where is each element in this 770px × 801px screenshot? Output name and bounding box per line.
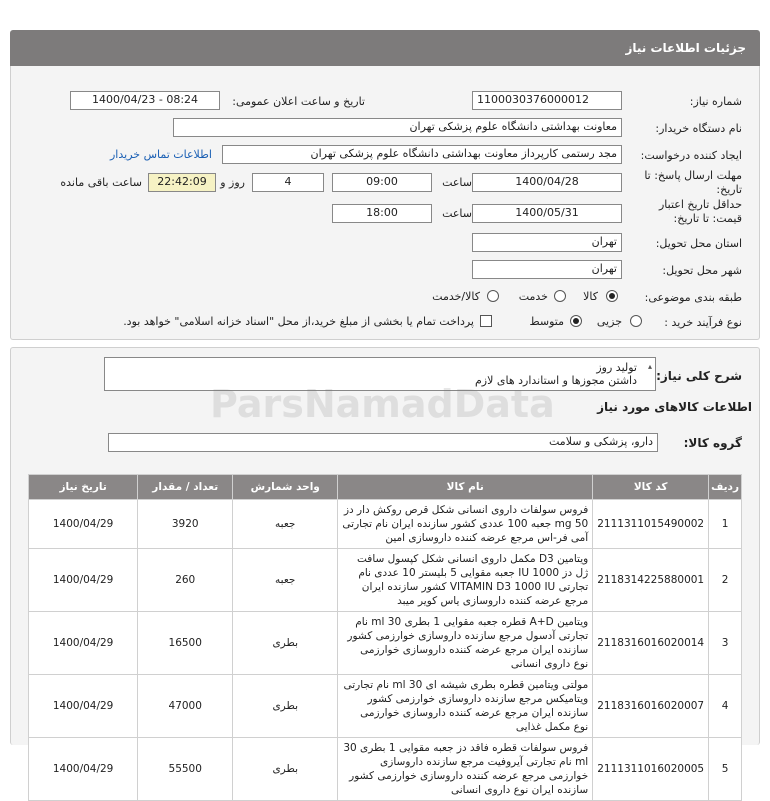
deadline-time-label: ساعت <box>442 176 472 189</box>
cell-name: ویتامین D3 مکمل داروی انسانی شکل کپسول سافت ژل دز IU 1000 جعبه مقوایی 5 بلیستر 10 عددی نام تجارتی VITAMIN D3 1000 IU کشور سازنده ایران مرجع عرضه کننده داروسازی یاس کویر میبد <box>338 549 593 612</box>
cell-qty: 16500 <box>138 612 233 675</box>
col-row: ردیف <box>709 475 742 500</box>
days-label: روز و <box>220 176 245 189</box>
category-radio-service[interactable] <box>554 290 566 302</box>
category-radio-goods[interactable] <box>606 290 618 302</box>
description-line-1: تولید روز <box>596 361 637 374</box>
deadline-label <box>644 169 742 197</box>
announce-label: تاریخ و ساعت اعلان عمومی: <box>232 95 365 108</box>
items-table <box>28 474 742 801</box>
cell-row: 4 <box>709 675 742 738</box>
col-name: نام کالا <box>338 475 593 500</box>
cell-qty: 3920 <box>138 500 233 549</box>
deadline-label-line1: مهلت ارسال پاسخ: تا <box>644 169 742 182</box>
col-unit: واحد شمارش <box>233 475 338 500</box>
table-row <box>29 612 742 675</box>
page-title: جزئیات اطلاعات نیاز <box>625 41 746 55</box>
deadline-time-field: 09:00 <box>332 173 432 192</box>
cell-date: 1400/04/29 <box>29 500 138 549</box>
cell-qty: 47000 <box>138 675 233 738</box>
process-radio-medium[interactable] <box>570 315 582 327</box>
cell-name: مولتی ویتامین قطره بطری شیشه ای 30 ml نام تجارتی ویتامیکس مرجع سازنده داروسازی خوارزمی کشور سازنده ایران مرجع عرضه کننده داروسازی خوارزمی نوع مکمل غذایی <box>338 675 593 738</box>
remaining-label: ساعت باقی مانده <box>60 176 142 189</box>
city-field: تهران <box>472 260 622 279</box>
validity-label-line2: قیمت: تا تاریخ: <box>673 212 742 225</box>
process-option-minor: جزیی <box>596 315 622 328</box>
cell-unit: بطری <box>233 675 338 738</box>
cell-name: فروس سولفات قطره فاقد دز جعبه مقوایی 1 بطری 30 ml نام تجارتی آیروفیت مرجع سازنده داروسازی خوارزمی مرجع عرضه کننده داروسازی خوارزمی کشور سازنده ایران نوع داروی انسانی <box>338 738 593 801</box>
cell-date: 1400/04/29 <box>29 612 138 675</box>
cell-row: 5 <box>709 738 742 801</box>
cell-unit: بطری <box>233 612 338 675</box>
province-label: استان محل تحویل: <box>655 237 742 250</box>
table-row <box>29 738 742 801</box>
days-field: 4 <box>252 173 324 192</box>
validity-time-label: ساعت <box>442 207 472 220</box>
need-number-field: 1100030376000012 <box>472 91 622 110</box>
remaining-time-field: 22:42:09 <box>148 173 216 192</box>
buyer-label: نام دستگاه خریدار: <box>655 122 742 135</box>
cell-code: 2111311016020005 <box>593 738 709 801</box>
cell-date: 1400/04/29 <box>29 675 138 738</box>
category-option-goods: کالا <box>583 290 598 303</box>
cell-unit: بطری <box>233 738 338 801</box>
cell-unit: جعبه <box>233 549 338 612</box>
cell-code: 2118314225880001 <box>593 549 709 612</box>
province-field: تهران <box>472 233 622 252</box>
validity-label <box>659 198 742 226</box>
description-field <box>104 357 656 391</box>
cell-name: ویتامین A+D قطره جعبه مقوایی 1 بطری 30 ml نام تجارتی آدسول مرجع سازنده داروسازی خوارزمی کشور سازنده ایران مرجع عرضه کننده داروسازی خوارزمی نوع داروی انسانی <box>338 612 593 675</box>
description-line-2: داشتن مجوزها و استاندارد های لازم <box>474 374 637 387</box>
creator-field: مجد رستمی کارپرداز معاونت بهداشتی دانشگاه علوم پزشکی تهران <box>222 145 622 164</box>
page-header <box>10 30 760 66</box>
creator-label: ایجاد کننده درخواست: <box>640 149 742 162</box>
table-row <box>29 675 742 738</box>
cell-row: 1 <box>709 500 742 549</box>
cell-qty: 55500 <box>138 738 233 801</box>
need-number-label: شماره نیاز: <box>689 95 742 108</box>
cell-row: 2 <box>709 549 742 612</box>
description-label: شرح کلی نیاز: <box>656 369 742 383</box>
validity-time-field: 18:00 <box>332 204 432 223</box>
process-radio-minor[interactable] <box>630 315 642 327</box>
cell-date: 1400/04/29 <box>29 549 138 612</box>
buyer-field: معاونت بهداشتی دانشگاه علوم پزشکی تهران <box>173 118 622 137</box>
city-label: شهر محل تحویل: <box>662 264 742 277</box>
items-table-header <box>29 475 742 500</box>
treasury-payment-checkbox[interactable] <box>480 315 492 327</box>
contact-buyer-link[interactable]: اطلاعات تماس خریدار <box>110 148 212 161</box>
category-option-goods-service: کالا/خدمت <box>432 290 480 303</box>
payment-note: پرداخت تمام یا بخشی از مبلغ خرید،از محل "اسناد خزانه اسلامی" خواهد بود. <box>123 315 474 328</box>
announce-field: 1400/04/23 - 08:24 <box>70 91 220 110</box>
category-option-service: خدمت <box>518 290 548 303</box>
cell-name: فروس سولفات داروی انسانی شکل قرص روکش دار دز 50 mg جعبه 100 عددی کشور سازنده ایران نام تجارتی آمی فر-اس مرجع عرضه کننده داروسازی امین <box>338 500 593 549</box>
goods-section-title: اطلاعات کالاهای مورد نیاز <box>597 400 752 414</box>
resize-handle-icon[interactable]: ▴ <box>647 362 652 371</box>
cell-unit: جعبه <box>233 500 338 549</box>
process-option-medium: متوسط <box>529 315 564 328</box>
table-row <box>29 500 742 549</box>
cell-code: 2118316016020007 <box>593 675 709 738</box>
deadline-date-field: 1400/04/28 <box>472 173 622 192</box>
col-qty: تعداد / مقدار <box>138 475 233 500</box>
validity-date-field: 1400/05/31 <box>472 204 622 223</box>
col-code: کد کالا <box>593 475 709 500</box>
goods-group-field: دارو، پزشکی و سلامت <box>108 433 658 452</box>
process-label: نوع فرآیند خرید : <box>664 316 742 329</box>
cell-qty: 260 <box>138 549 233 612</box>
table-row <box>29 549 742 612</box>
col-date: تاریخ نیاز <box>29 475 138 500</box>
cell-date: 1400/04/29 <box>29 738 138 801</box>
goods-group-label: گروه کالا: <box>683 436 742 450</box>
category-radio-goods-service[interactable] <box>487 290 499 302</box>
deadline-label-line2: تاریخ: <box>716 183 742 196</box>
category-label: طبقه بندی موضوعی: <box>644 291 742 304</box>
cell-code: 2118316016020014 <box>593 612 709 675</box>
validity-label-line1: حداقل تاریخ اعتبار <box>658 198 742 211</box>
cell-code: 2111311015490002 <box>593 500 709 549</box>
cell-row: 3 <box>709 612 742 675</box>
